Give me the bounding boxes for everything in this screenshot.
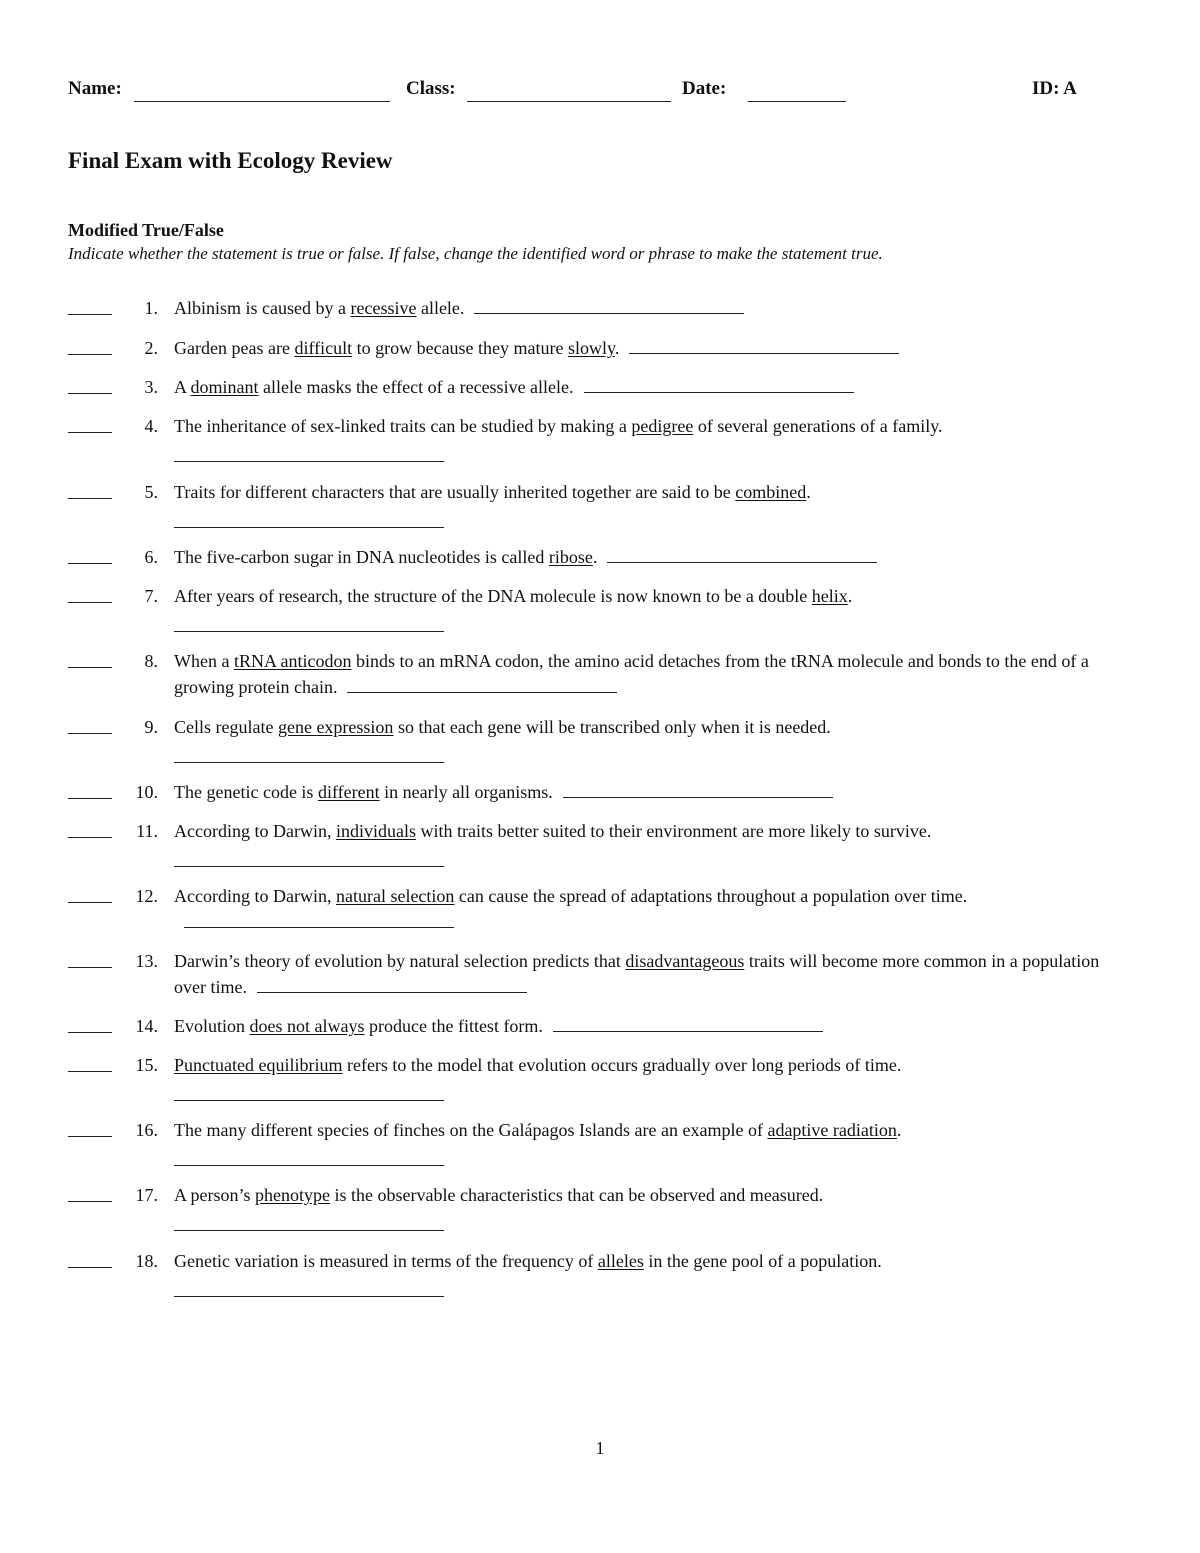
question-number: 10. (135, 782, 158, 802)
question-text (174, 413, 1109, 462)
answer-blank[interactable] (68, 1136, 112, 1137)
question-number: 15. (135, 1055, 158, 1075)
identified-term: tRNA anticodon (233, 651, 352, 671)
question-text-segment: so that each gene will be transcribed only when it is needed. (393, 717, 831, 737)
identified-term: does not always (249, 1016, 365, 1036)
correction-blank[interactable] (347, 674, 617, 693)
question-number: 2. (144, 338, 158, 358)
answer-blank[interactable] (68, 902, 112, 903)
correction-blank[interactable] (184, 909, 454, 928)
question-number: 6. (144, 547, 158, 567)
correction-blank[interactable] (174, 846, 444, 867)
identified-term: adaptive radiation (767, 1120, 897, 1140)
correction-blank[interactable] (553, 1013, 823, 1032)
question-text (174, 1248, 1109, 1297)
question-text-segment: The genetic code is (174, 782, 318, 802)
exam-title: Final Exam with Ecology Review (68, 148, 393, 173)
date-field[interactable] (748, 101, 846, 102)
correction-blank[interactable] (629, 335, 899, 354)
identified-term: individuals (335, 821, 416, 841)
question-text (174, 883, 1109, 935)
answer-blank[interactable] (68, 798, 112, 799)
class-field[interactable] (467, 101, 671, 102)
question-text-segment: Evolution (174, 1016, 250, 1036)
identified-term: disadvantageous (625, 951, 745, 971)
question-text-segment: with traits better suited to their environment are more likely to survive. (415, 821, 932, 841)
correction-blank[interactable] (174, 1276, 444, 1297)
question-text (174, 648, 1109, 700)
question-number: 1. (144, 298, 158, 318)
question-text (174, 295, 1109, 321)
question-text-segment: When a (174, 651, 234, 671)
question-text (174, 1117, 1109, 1166)
class-label: Class: (406, 78, 456, 99)
question-text-segment: of several generations of a family. (693, 416, 943, 436)
correction-blank[interactable] (174, 611, 444, 632)
question-text-segment: . (806, 482, 811, 502)
answer-blank[interactable] (68, 667, 112, 668)
answer-blank[interactable] (68, 1032, 112, 1033)
question-text (174, 335, 1109, 361)
answer-blank[interactable] (68, 498, 112, 499)
question-text-segment: is the observable characteristics that can be observed and measured. (329, 1185, 824, 1205)
section-title: Modified True/False (68, 220, 224, 240)
question-text-segment: According to Darwin, (174, 821, 336, 841)
identified-term: Punctuated equilibrium (174, 1055, 343, 1075)
question-number: 7. (144, 586, 158, 606)
question-text (174, 583, 1109, 632)
question-text (174, 818, 1109, 867)
correction-blank[interactable] (174, 742, 444, 763)
answer-blank[interactable] (68, 1201, 112, 1202)
question-text (174, 1052, 1109, 1101)
identified-term: recessive (350, 298, 417, 318)
question-text-segment: The many different species of finches on the Galápagos Islands are an example of (174, 1120, 768, 1140)
answer-blank[interactable] (68, 432, 112, 433)
answer-blank[interactable] (68, 314, 112, 315)
correction-blank[interactable] (174, 1210, 444, 1231)
question-number: 17. (135, 1185, 158, 1205)
correction-blank[interactable] (607, 544, 877, 563)
answer-blank[interactable] (68, 967, 112, 968)
question-number: 8. (144, 651, 158, 671)
question-text (174, 374, 1109, 400)
identified-term: alleles (597, 1251, 644, 1271)
question-text-segment: . (847, 586, 853, 606)
answer-blank[interactable] (68, 602, 112, 603)
question-text-segment: . (896, 1120, 902, 1140)
identified-term: natural selection (335, 886, 455, 906)
page-number: 1 (595, 1438, 605, 1458)
question-text-segment: in the gene pool of a population. (643, 1251, 882, 1271)
exam-id: ID: A (1032, 78, 1077, 99)
identified-term: dominant (190, 377, 259, 397)
question-text-segment: Traits for different characters that are usually inherited together are said to be (174, 482, 736, 502)
question-text (174, 948, 1109, 1000)
identified-term: different (317, 782, 380, 802)
identified-term: helix (811, 586, 848, 606)
question-text-segment: in nearly all organisms. (379, 782, 553, 802)
question-text (174, 544, 1109, 570)
correction-blank[interactable] (174, 1145, 444, 1166)
question-text-segment: According to Darwin, (174, 886, 336, 906)
question-text-segment: traits will become more common in a population over time. (174, 951, 1100, 997)
question-text-segment: Darwin’s theory of evolution by natural selection predicts that (174, 951, 626, 971)
question-number: 9. (144, 717, 158, 737)
question-number: 16. (135, 1120, 158, 1140)
question-text-segment: The inheritance of sex-linked traits can be studied by making a (174, 416, 632, 436)
question-number: 14. (135, 1016, 158, 1036)
correction-blank[interactable] (563, 779, 833, 798)
question-text-segment: . (592, 547, 598, 567)
question-text-segment: allele. (416, 298, 465, 318)
question-text-segment: to grow because they mature (352, 338, 569, 358)
question-number: 5. (144, 482, 158, 502)
identified-term: phenotype (255, 1185, 330, 1205)
answer-blank[interactable] (68, 733, 112, 734)
correction-blank[interactable] (174, 1080, 444, 1101)
question-text (174, 1182, 1109, 1231)
identified-term: combined (735, 482, 807, 502)
question-number: 11. (136, 821, 158, 841)
correction-blank[interactable] (584, 374, 854, 393)
name-label: Name: (68, 78, 122, 99)
question-number: 3. (144, 377, 158, 397)
question-text-segment: A person’s (174, 1185, 255, 1205)
question-text (174, 1013, 1109, 1039)
section-instructions: Indicate whether the statement is true or false. If false, change the identified word or phrase to make the statement true. (68, 244, 883, 263)
question-number: 13. (135, 951, 158, 971)
question-number: 18. (135, 1251, 158, 1271)
correction-blank[interactable] (257, 974, 527, 993)
answer-blank[interactable] (68, 563, 112, 564)
question-text-segment: Albinism is caused by a (174, 298, 351, 318)
question-text-segment: can cause the spread of adaptations throughout a population over time. (454, 886, 968, 906)
question-number: 4. (144, 416, 158, 436)
question-text (174, 779, 1109, 805)
answer-blank[interactable] (68, 354, 112, 355)
question-text-segment: produce the fittest form. (364, 1016, 543, 1036)
exam-header (68, 78, 1088, 106)
correction-blank[interactable] (174, 441, 444, 462)
correction-blank[interactable] (174, 507, 444, 528)
answer-blank[interactable] (68, 1071, 112, 1072)
question-text-segment: binds to an mRNA codon, the amino acid detaches from the tRNA molecule and bonds to the end of a growing protein chain. (174, 651, 1089, 697)
question-text-segment: After years of research, the structure of the DNA molecule is now known to be a double (174, 586, 812, 606)
identified-term: ribose (548, 547, 593, 567)
question-text-segment: The five-carbon sugar in DNA nucleotides is called (174, 547, 549, 567)
name-field[interactable] (134, 101, 390, 102)
question-text-segment: refers to the model that evolution occurs gradually over long periods of time. (342, 1055, 902, 1075)
identified-term: pedigree (631, 416, 694, 436)
date-label: Date: (682, 78, 727, 99)
answer-blank[interactable] (68, 1267, 112, 1268)
answer-blank[interactable] (68, 393, 112, 394)
identified-term: gene expression (277, 717, 394, 737)
question-number: 12. (135, 886, 158, 906)
question-text-segment: A (174, 377, 191, 397)
identified-term: difficult (294, 338, 353, 358)
question-text-segment: Genetic variation is measured in terms of the frequency of (174, 1251, 598, 1271)
question-text (174, 714, 1109, 763)
question-text (174, 479, 1109, 528)
correction-blank[interactable] (474, 295, 744, 314)
question-text-segment: . (614, 338, 620, 358)
question-text-segment: Garden peas are (174, 338, 295, 358)
identified-term: slowly (568, 338, 615, 358)
question-text-segment: Cells regulate (174, 717, 278, 737)
answer-blank[interactable] (68, 837, 112, 838)
question-text-segment: allele masks the effect of a recessive allele. (258, 377, 574, 397)
